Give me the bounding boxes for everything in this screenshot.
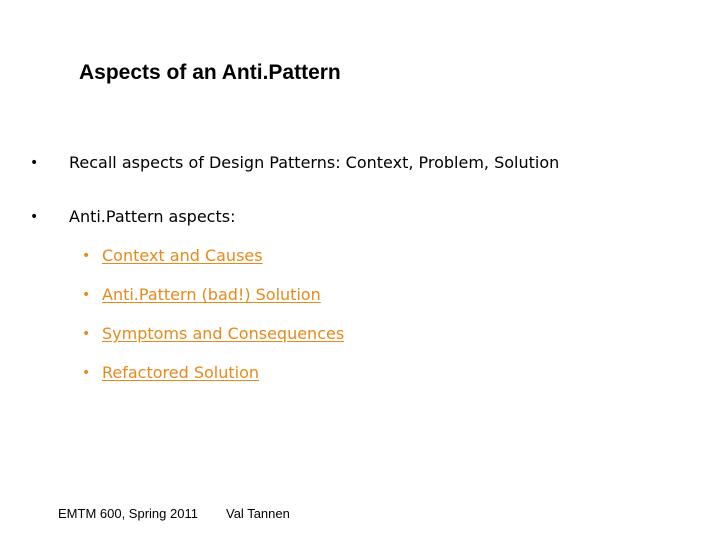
link-context-and-causes[interactable]: Context and Causes <box>102 246 263 265</box>
link-refactored-solution[interactable]: Refactored Solution <box>102 363 260 382</box>
footer-author: Val Tannen <box>226 506 290 521</box>
bullet-text: Anti.Pattern aspects: <box>69 207 236 226</box>
footer-course: EMTM 600, Spring 2011 <box>58 506 198 521</box>
link-symptoms-and-consequences[interactable]: Symptoms and Consequences <box>102 324 345 343</box>
sub-bullet-marker: • <box>82 326 91 342</box>
sub-bullet-marker: • <box>82 248 91 264</box>
slide-title: Aspects of an Anti.Pattern <box>79 61 341 84</box>
sub-bullet-marker: • <box>82 287 91 303</box>
link-antipattern-solution[interactable]: Anti.Pattern (bad!) Solution <box>102 285 321 304</box>
sub-bullet-marker: • <box>82 365 91 381</box>
bullet-marker: • <box>30 155 39 171</box>
bullet-marker: • <box>30 209 39 225</box>
bullet-text: Recall aspects of Design Patterns: Context, Problem, Solution <box>69 153 560 172</box>
